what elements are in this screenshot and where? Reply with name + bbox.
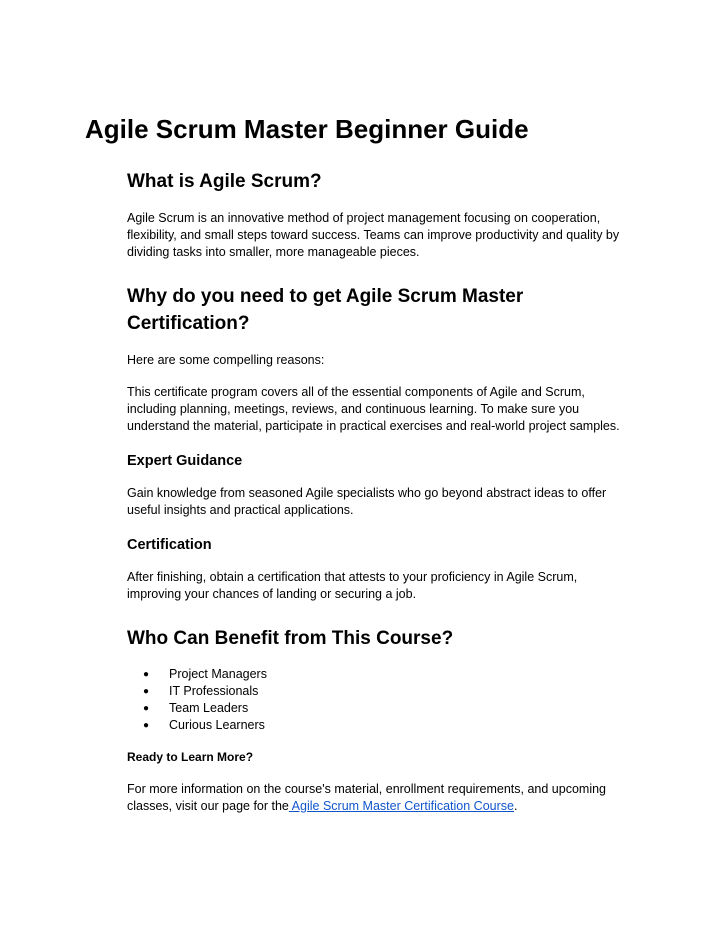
paragraph-text: For more information on the course's material, enrollment requirements, and upcoming classes, visit our page for the (127, 782, 606, 813)
heading-why-certification: Why do you need to get Agile Scrum Master Certification? (127, 286, 524, 334)
heading-what-is-agile-scrum: What is Agile Scrum? (127, 171, 322, 192)
audience-list (127, 666, 632, 734)
list-item (127, 700, 632, 717)
course-page-link[interactable]: Agile Scrum Master Certification Course (288, 799, 514, 813)
paragraph-certificate-program: This certificate program covers all of the essential components of Agile and Scrum, including planning, meetings, reviews, and continuous learning. To make sure you understand the material, participate in practical exercises and real-world project samples. (127, 385, 620, 433)
bullet-icon: ● (143, 720, 150, 731)
list-item (127, 666, 632, 683)
paragraph-more-information (127, 781, 632, 815)
paragraph-certification: After finishing, obtain a certification that attests to your proficiency in Agile Scrum, improving your chances of landing or securing a job. (127, 570, 578, 601)
paragraph-what-is-agile-scrum: Agile Scrum is an innovative method of project management focusing on cooperation, flexibility, and small steps toward success. Teams can improve productivity and quality by dividing tasks into smaller, more manageable pieces. (127, 211, 620, 259)
bullet-icon: ● (143, 669, 150, 680)
heading-who-can-benefit: Who Can Benefit from This Course? (127, 628, 454, 649)
list-item-label: Project Managers (169, 667, 267, 681)
list-item-label: Team Leaders (169, 701, 249, 715)
list-item (127, 683, 632, 700)
bullet-icon: ● (143, 686, 150, 697)
list-item-label: IT Professionals (169, 684, 259, 698)
paragraph-expert-guidance: Gain knowledge from seasoned Agile specialists who go beyond abstract ideas to offer useful insights and practical applications. (127, 486, 607, 517)
paragraph-end: . (513, 799, 518, 813)
heading-certification: Certification (127, 537, 212, 553)
document-title: Agile Scrum Master Beginner Guide (85, 114, 529, 144)
bullet-icon: ● (143, 703, 150, 714)
heading-expert-guidance: Expert Guidance (127, 453, 243, 469)
list-item (127, 717, 632, 734)
list-item-label: Curious Learners (169, 718, 265, 732)
paragraph-compelling-reasons: Here are some compelling reasons: (127, 353, 325, 367)
heading-ready-to-learn-more: Ready to Learn More? (127, 750, 254, 764)
document-body (127, 168, 632, 815)
